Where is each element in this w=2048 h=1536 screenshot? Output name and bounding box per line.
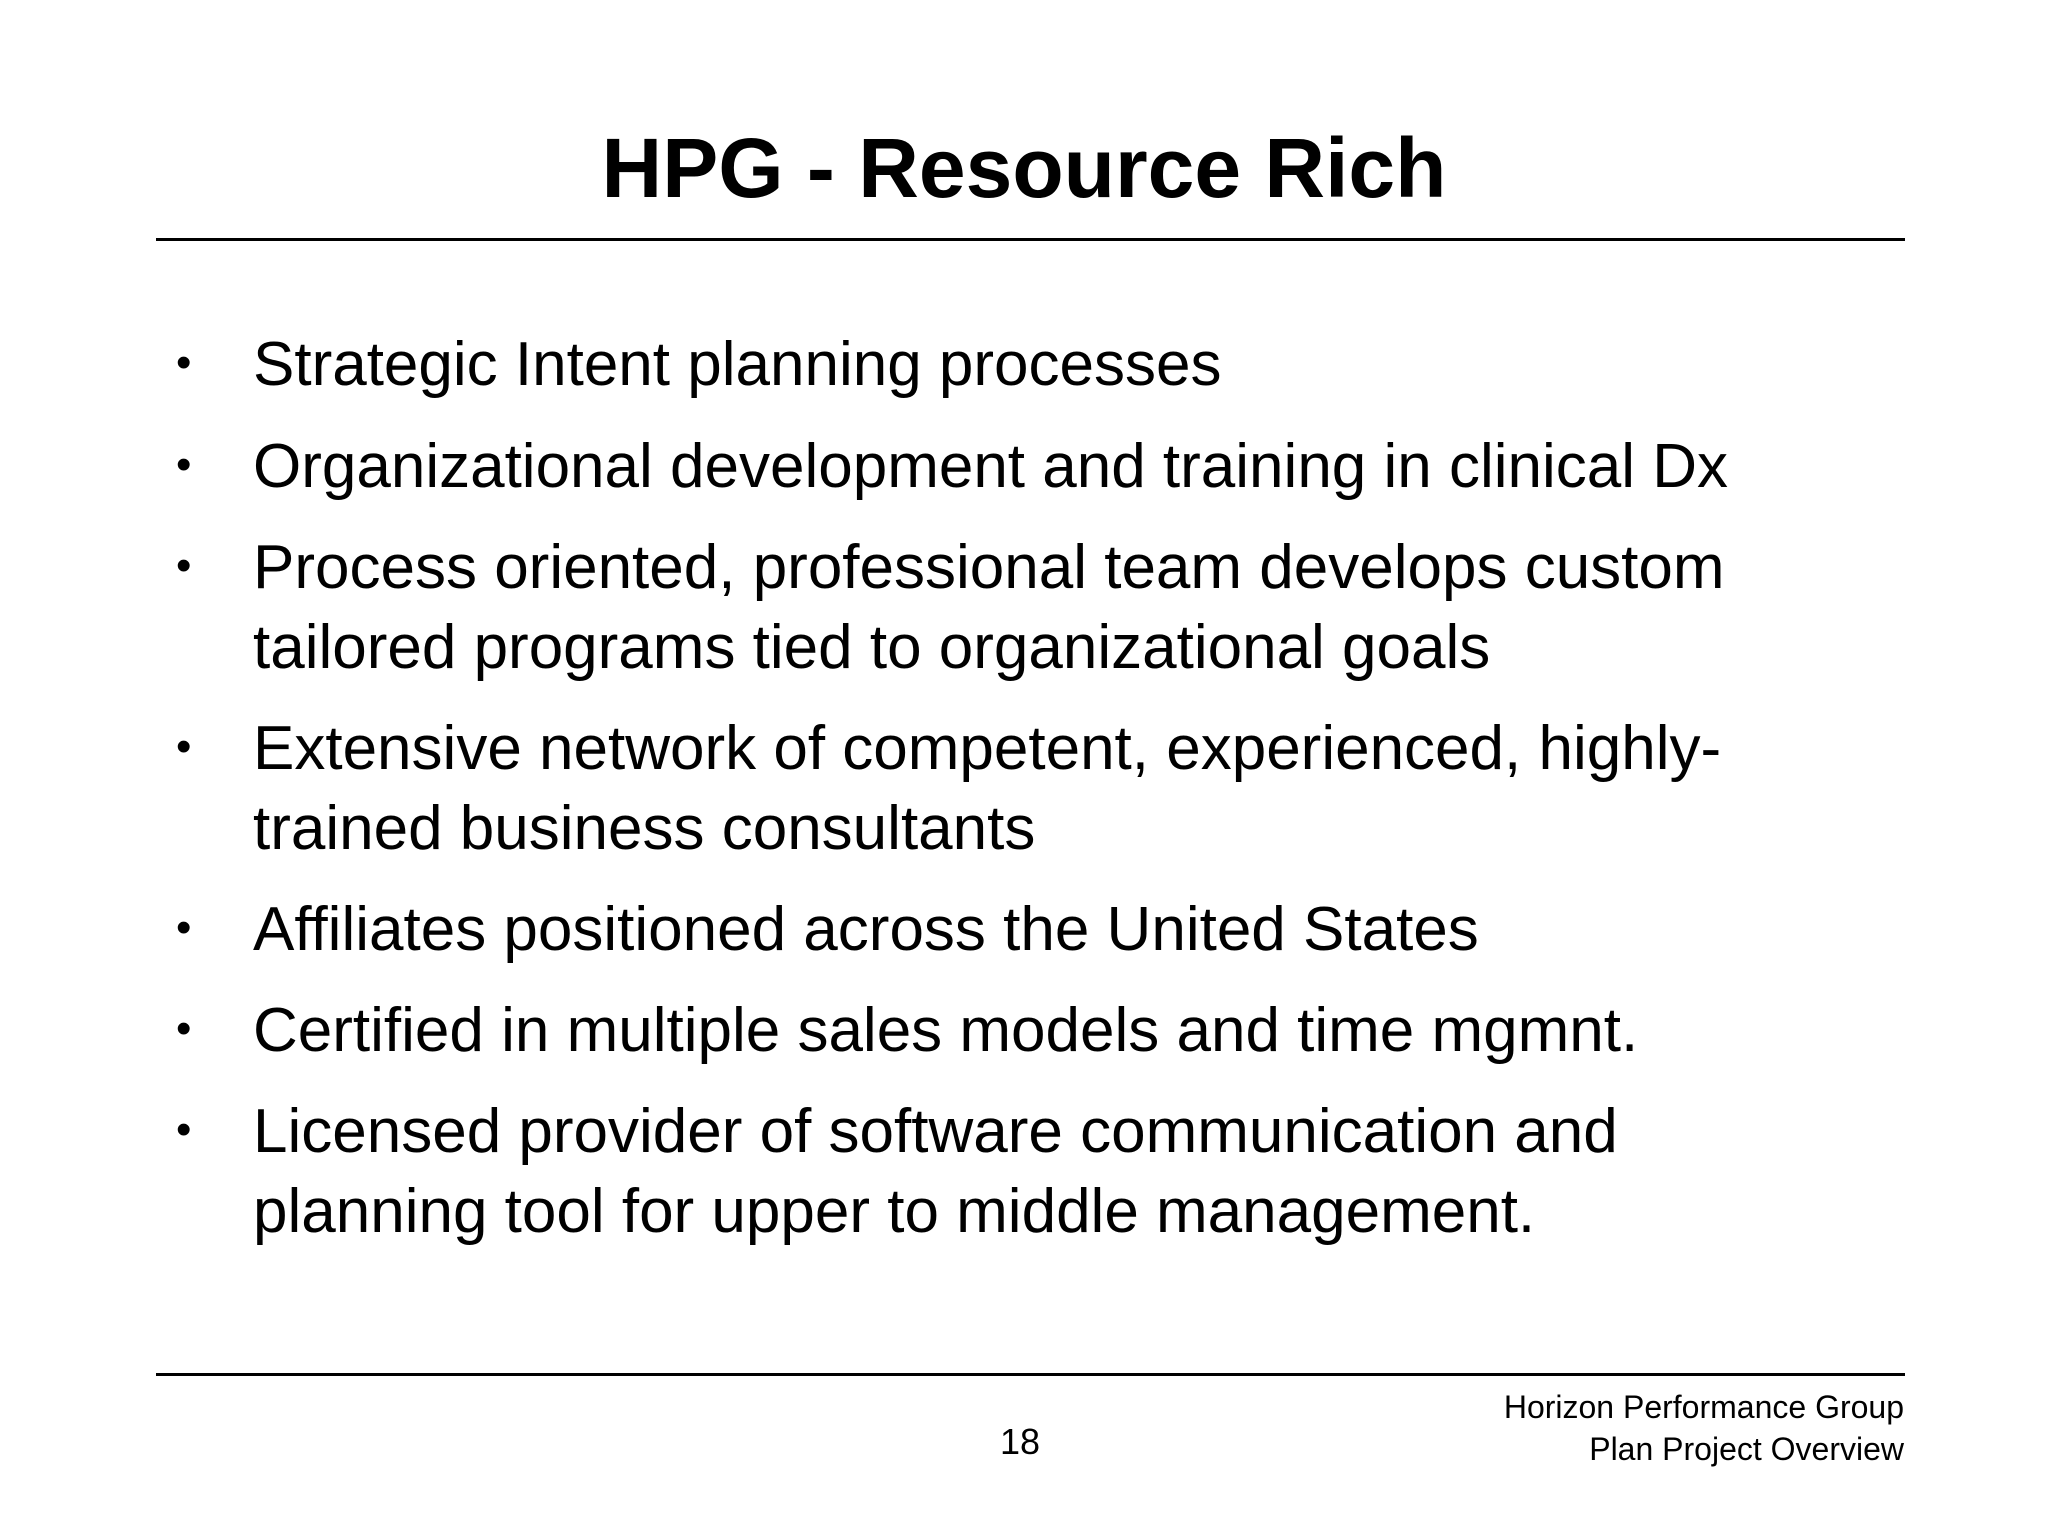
- bullet-marker: •: [176, 1105, 192, 1154]
- bullet-text: [253, 528, 1913, 688]
- bullet-line: Licensed provider of software communication and: [253, 1097, 1618, 1166]
- bullet-line: Process oriented, professional team develops custom: [253, 533, 1725, 602]
- bullet-line: tailored programs tied to organizational goals: [253, 613, 1491, 682]
- bullet-marker: •: [176, 440, 192, 489]
- footer-doc-name: Plan Project Overview: [1589, 1431, 1904, 1467]
- bullet-text: [253, 427, 1913, 507]
- bullet-line: Organizational development and training in clinical Dx: [253, 432, 1729, 501]
- bullet-marker: •: [176, 903, 192, 952]
- bullet-text: [253, 991, 1913, 1071]
- footer-divider: [156, 1373, 1905, 1376]
- bullet-text: [253, 325, 1913, 405]
- bullet-marker: •: [176, 338, 192, 387]
- bullet-marker: •: [176, 541, 192, 590]
- bullet-line: trained business consultants: [253, 794, 1036, 863]
- bullet-line: Certified in multiple sales models and time mgmnt.: [253, 996, 1639, 1065]
- bullet-marker: •: [176, 1004, 192, 1053]
- bullet-text: [253, 1092, 1913, 1252]
- bullet-line: Extensive network of competent, experienced, highly-: [253, 714, 1722, 783]
- footer-org-name: Horizon Performance Group: [1503, 1389, 1904, 1425]
- bullet-text: [253, 709, 1913, 869]
- bullet-line: Affiliates positioned across the United States: [253, 895, 1479, 964]
- bullet-line: planning tool for upper to middle management.: [253, 1177, 1536, 1246]
- slide-title: HPG - Resource Rich: [601, 121, 1447, 215]
- bullet-line: Strategic Intent planning processes: [253, 330, 1222, 399]
- bullet-marker: •: [176, 722, 192, 771]
- bullet-text: [253, 890, 1913, 970]
- page-number: 18: [999, 1421, 1041, 1462]
- footer-info: [1304, 1386, 1904, 1470]
